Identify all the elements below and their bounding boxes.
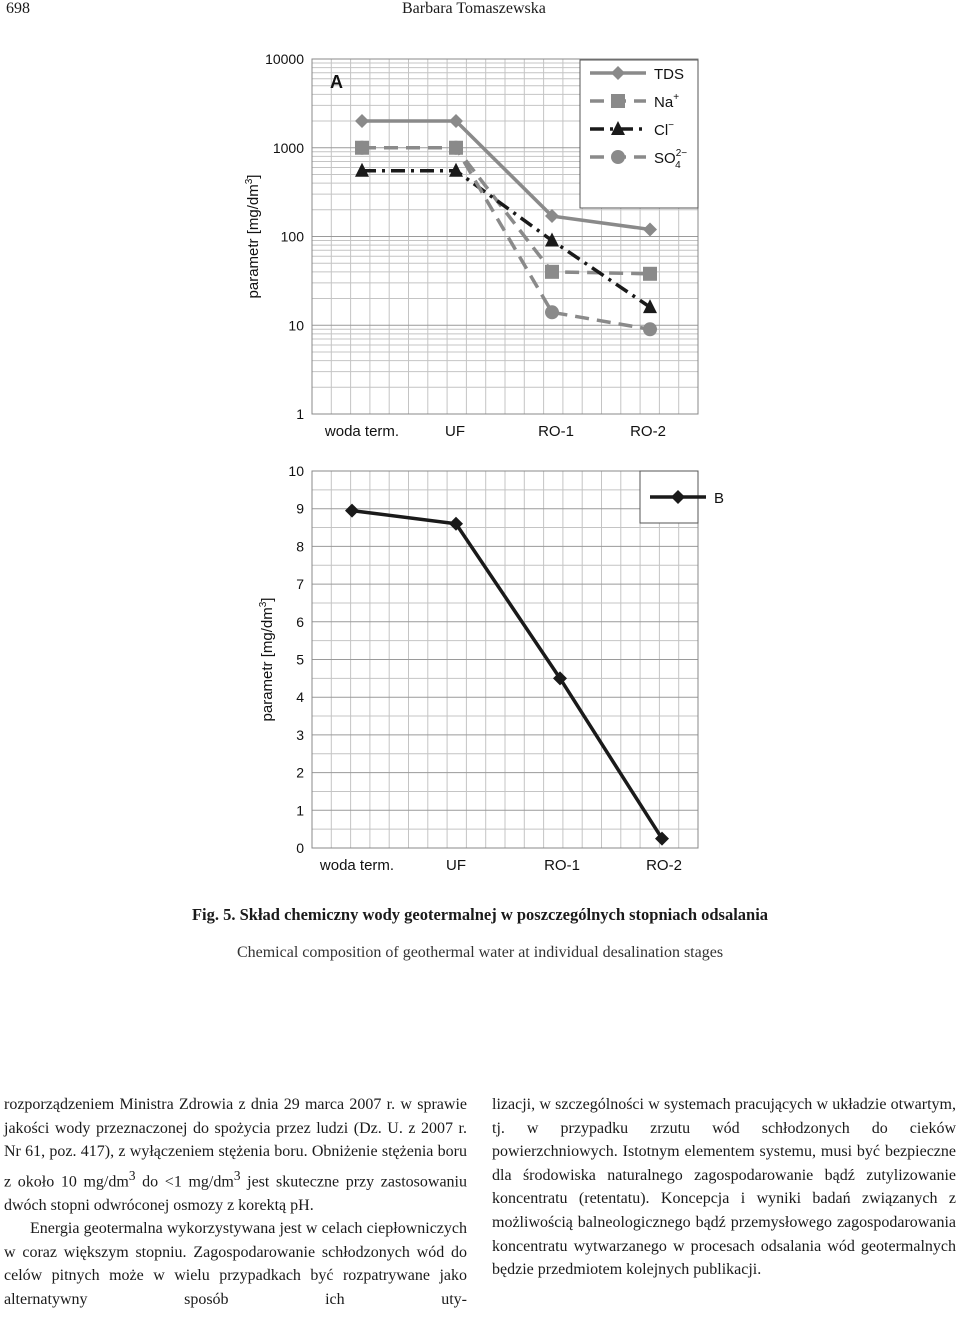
data-point bbox=[545, 305, 559, 319]
data-point bbox=[643, 299, 657, 313]
y-tick-label: 6 bbox=[296, 613, 304, 630]
x-category-label: UF bbox=[445, 423, 465, 440]
page-number: 698 bbox=[6, 0, 30, 17]
y-tick-label: 3 bbox=[296, 726, 304, 743]
running-head-author: Barbara Tomaszewska bbox=[402, 0, 546, 17]
legend-label: TDS bbox=[654, 66, 684, 83]
paragraph: rozporządzeniem Ministra Zdrowia z dnia 29 marca 2007 r. w sprawie jakości wody przeznaczonej do spożycia przez ludzi (Dz. U. z 2007 r. Nr 61, poz. 417), z wyłączeniem stężenia boru. Obniżenie stężenia boru z około 10 $mg/dm^3$ do <1 $mg/dm^3$ jest skuteczne przy zastosowaniu dwóch stopni odwróconej osmozy z korektą pH. bbox=[4, 1096, 468, 1214]
series-line bbox=[352, 511, 662, 839]
data-point bbox=[643, 222, 657, 236]
data-point bbox=[643, 322, 657, 336]
y-tick-label: 10000 bbox=[265, 51, 304, 67]
chart-b bbox=[0, 456, 960, 886]
x-category-label: RO-2 bbox=[646, 857, 682, 874]
legend-label: B bbox=[714, 490, 725, 507]
data-point bbox=[545, 265, 559, 279]
figure-caption-english: Chemical composition of geothermal water at individual desalination stages bbox=[236, 944, 724, 961]
y-axis-label: parametr $[mg/dm^3]$ bbox=[258, 597, 276, 722]
y-tick-label: 4 bbox=[296, 689, 304, 706]
x-category-label: RO-1 bbox=[538, 423, 574, 440]
legend-swatch-marker bbox=[611, 94, 625, 108]
y-tick-label: 7 bbox=[296, 576, 304, 593]
legend-swatch-marker bbox=[611, 150, 625, 164]
y-tick-label: 1000 bbox=[272, 139, 304, 156]
paragraph: lizacji, w szczególności w systemach pracujących w układzie otwartym, tj. w przypadku zrzutu wód schłodzonych do cieków powierzchniowych. Istotnym elementem systemu, musi być bezpieczne dla środowiska naturalnego zagospodarowanie bądź zutylizowanie koncentratu (retentatu). Koncepcja i wyniki badań związanych z możliwością balneologicznego bądź przemysłowego zagospodarowania koncentratu wytwarzanego w procesach odsalania wód geotermalnych będzie przedmiotem kolejnych publikacji. bbox=[492, 1096, 956, 1279]
y-tick-label: 100 bbox=[280, 228, 304, 245]
body-column-left bbox=[4, 1093, 467, 1312]
y-tick-label: 1 bbox=[296, 406, 304, 422]
body-column-right bbox=[492, 1093, 956, 1282]
x-category-label: woda term. bbox=[324, 423, 400, 440]
legend-label: Na+ bbox=[654, 92, 680, 111]
x-category-label: RO-1 bbox=[544, 857, 580, 874]
page-header bbox=[0, 0, 960, 26]
data-point bbox=[355, 141, 369, 155]
y-tick-label: 9 bbox=[296, 500, 304, 517]
x-category-label: UF bbox=[446, 857, 466, 874]
legend-label: Cl− bbox=[654, 120, 675, 139]
paragraph: Energia geotermalna wykorzystywana jest w celach ciepłowniczych w coraz większym stopniu. Zagospodarowanie schłodzonych wód do celów pitnych może w wielu przypadkach być rozpatrywane jako alternatywny sposób ich uty- bbox=[4, 1220, 467, 1309]
data-point bbox=[643, 267, 657, 281]
y-tick-label: 8 bbox=[296, 538, 304, 555]
data-point bbox=[449, 141, 463, 155]
y-tick-label: 0 bbox=[296, 840, 304, 856]
y-axis-label: parametr $[mg/dm^3]$ bbox=[244, 174, 262, 299]
y-tick-label: 5 bbox=[296, 651, 304, 668]
x-category-label: woda term. bbox=[319, 857, 395, 874]
y-tick-label: 2 bbox=[296, 764, 304, 781]
data-point bbox=[345, 504, 359, 518]
panel-label: A bbox=[330, 72, 343, 92]
x-category-label: RO-2 bbox=[630, 423, 666, 440]
data-point bbox=[545, 233, 559, 247]
figure-caption-polish: Fig. 5. Skład chemiczny wody geotermalnej w poszczególnych stopniach odsalania bbox=[191, 905, 769, 924]
chart-a bbox=[0, 40, 960, 450]
y-tick-label: 10 bbox=[288, 463, 304, 479]
legend-label: $SO^{2-}$ 4 bbox=[654, 148, 688, 171]
y-tick-label: 1 bbox=[296, 802, 304, 819]
y-tick-label: 10 bbox=[288, 317, 304, 334]
data-point bbox=[355, 114, 369, 128]
